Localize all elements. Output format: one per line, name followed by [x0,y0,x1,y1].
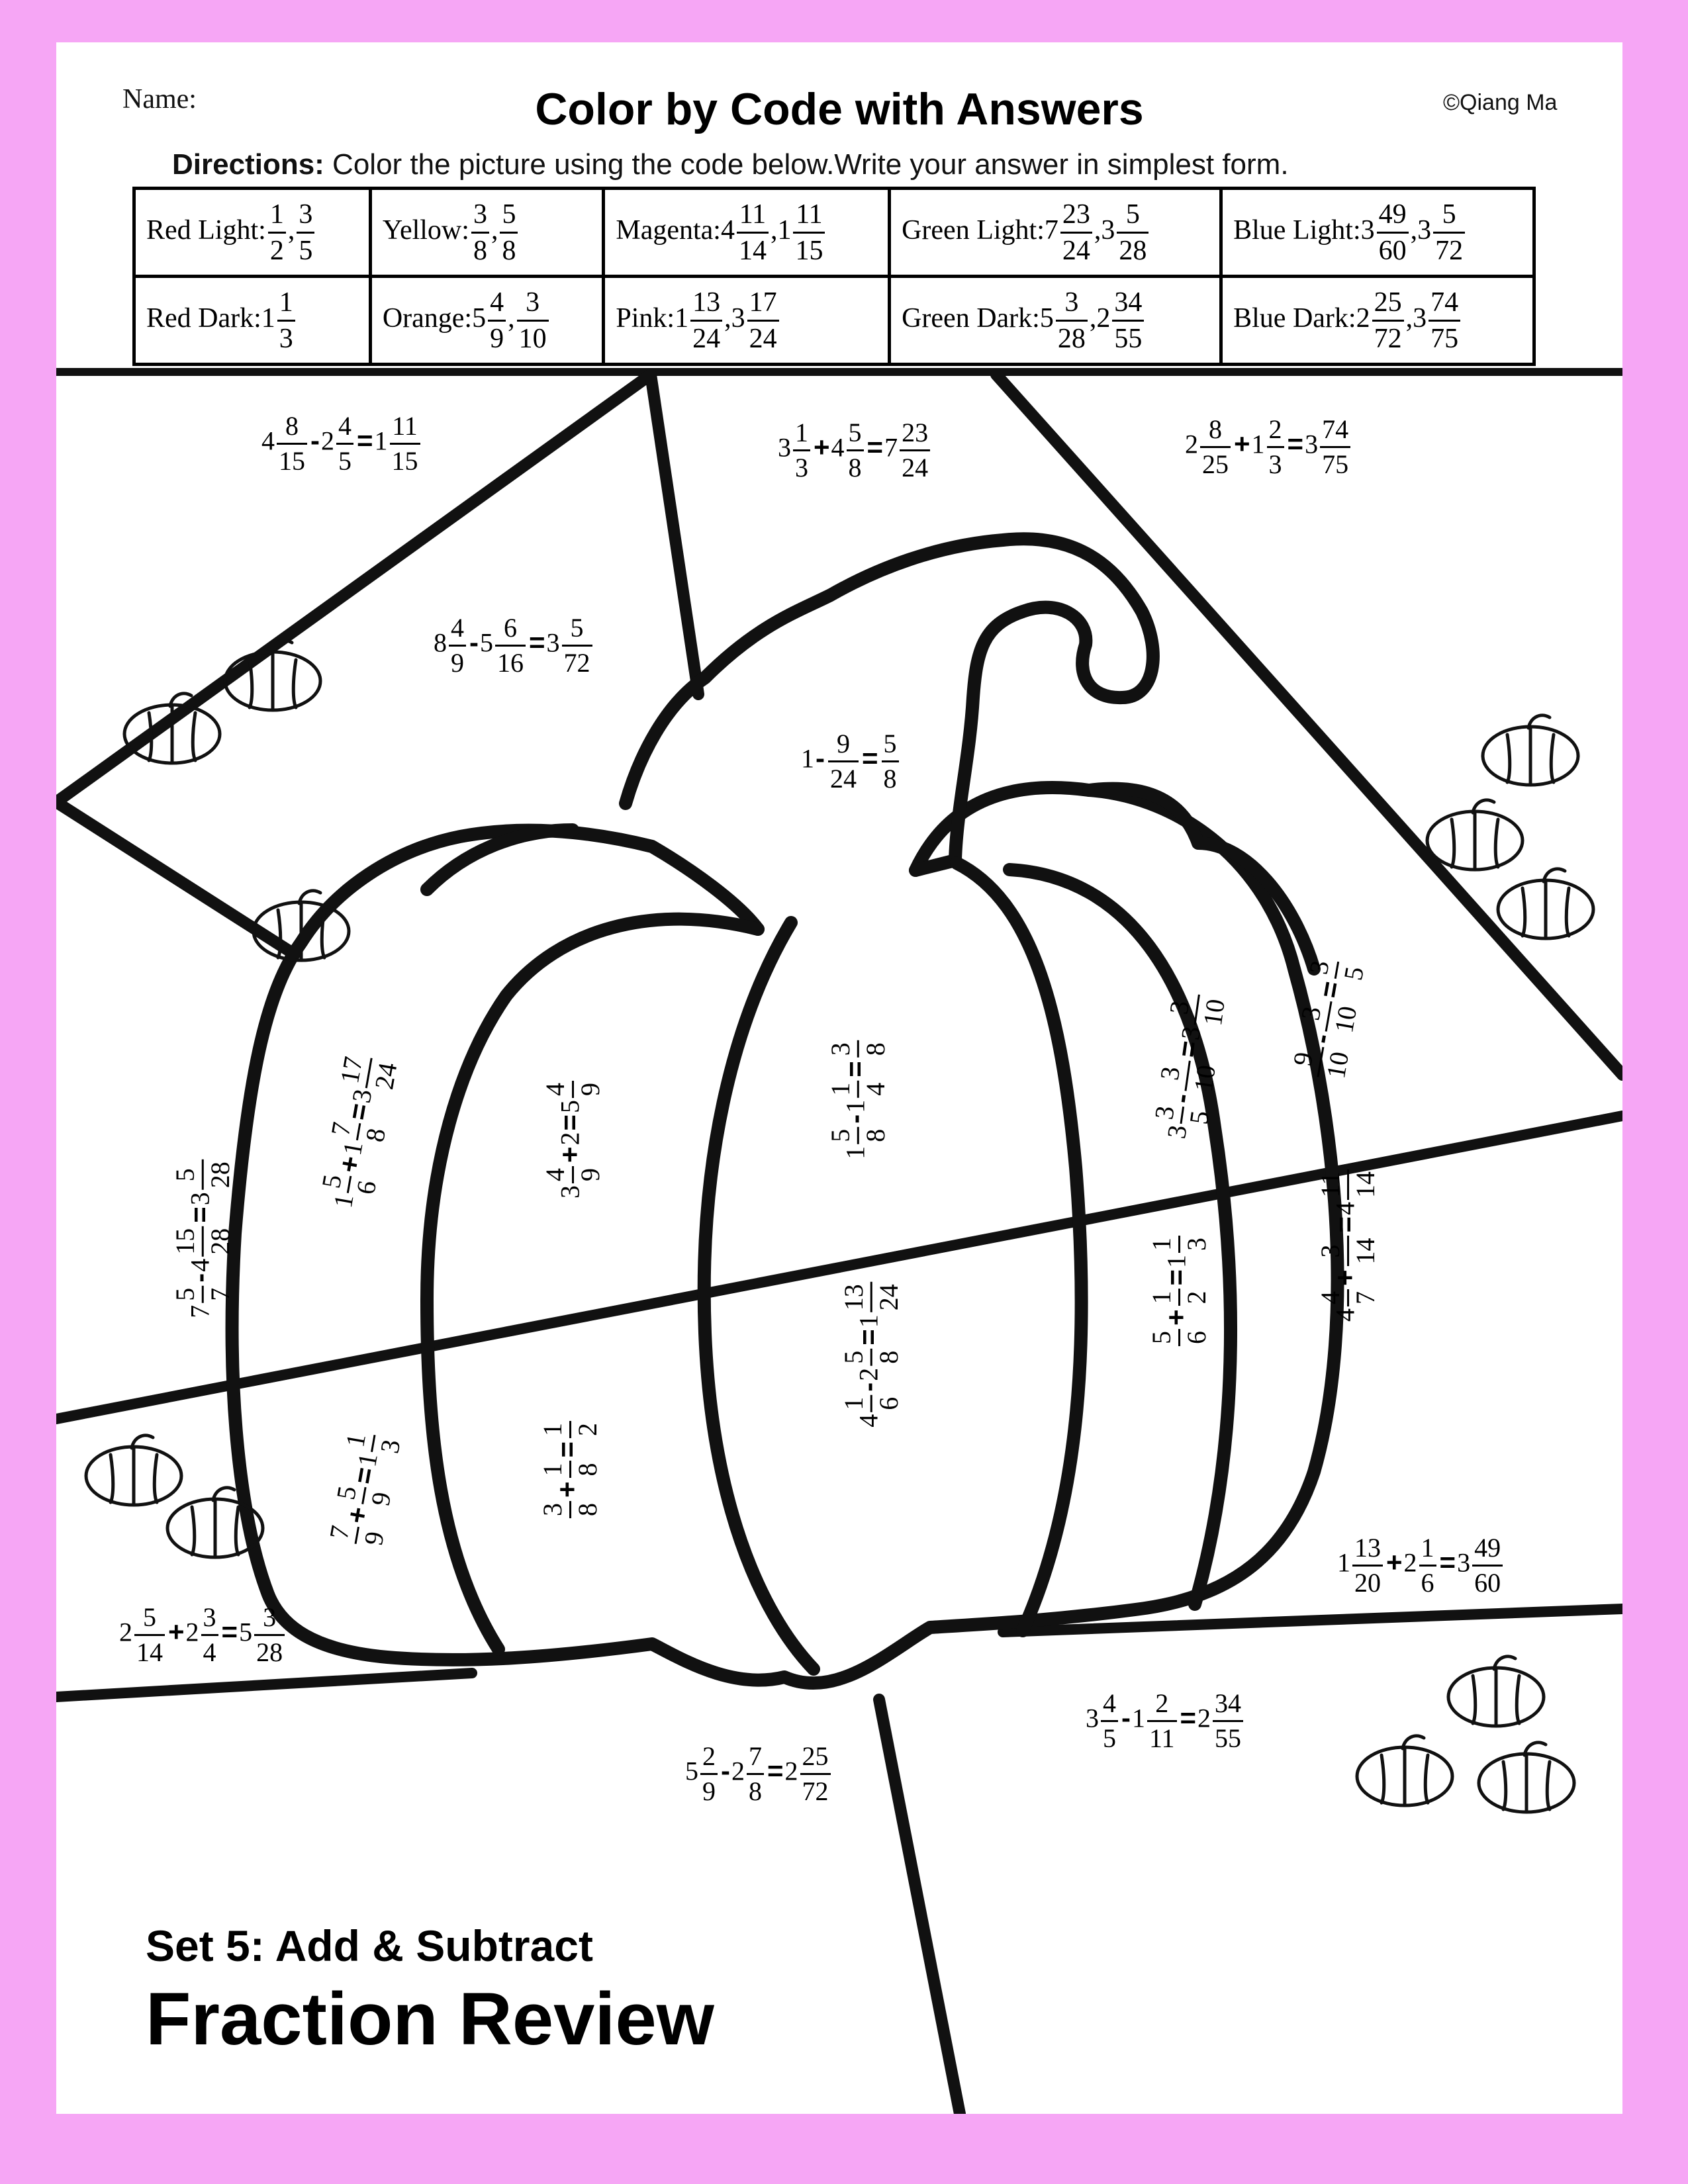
equation-symbol: = [347,1465,381,1486]
problem-19 [1086,1690,1245,1752]
pumpkin-rib-3 [957,863,1082,1631]
equation-symbol: - [816,742,825,774]
fraction: 4 9 [542,1081,604,1098]
problem-8 [827,1038,889,1160]
problem-3 [1185,416,1352,478]
problem-20 [685,1743,833,1805]
fraction: $\frac{1}{3}$ [793,420,810,481]
pumpkin-stem [626,539,1153,870]
code-red-dark: Red Dark:1 $\frac{1}{3}$ [134,277,371,365]
code-label: Yellow: [382,214,469,246]
equation-symbol: = [862,742,878,774]
fraction: 3 10 [1295,996,1362,1036]
equation-symbol: = [852,1329,884,1345]
problem-16 [539,1419,601,1520]
whole-number: 2 [185,1617,199,1647]
whole-number: 4 [853,1414,884,1428]
problem-1 [261,413,422,475]
problem-4 [434,615,594,676]
fraction: $\frac{74}{75}$ [1320,416,1350,478]
fraction: 4 7 [1317,1289,1379,1306]
fraction: 7 9 [325,1522,389,1549]
worksheet-title: Color by Code with Answers [535,84,1144,134]
fraction: 13 24 [841,1282,902,1312]
equation-symbol: + [1386,1546,1403,1578]
equation-symbol: = [529,626,545,658]
problem-18 [119,1604,287,1666]
code-label: Green Light: [902,214,1045,246]
fraction: $\frac{4}{9}$ [449,615,466,676]
fraction: 3 8 [827,1040,889,1058]
equation-symbol: + [1329,1269,1360,1287]
equation-symbol: - [1164,1091,1197,1105]
set-label: Set 5: Add & Subtract [146,1921,593,1970]
whole-number: 3 [1161,1123,1193,1141]
whole-number: 5 [685,1756,698,1786]
fraction: 1 3 [342,1430,405,1457]
whole-number: 1 [352,1451,383,1469]
equation-symbol: + [168,1615,185,1647]
review-label: Fraction Review [146,1978,714,2060]
code-green-light: Green Light:7 $\frac{23}{24}$ ,3 $\frac{5}{28}$ [890,189,1221,277]
whole-number: 4 [1330,1308,1360,1322]
code-blue-light: Blue Light:3 $\frac{49}{60}$ ,3 $\frac{5}{72}$ [1221,189,1534,277]
code-red-light: Red Light: $\frac{1}{2}$ , $\frac{3}{5}$ [134,189,371,277]
whole-number: 2 [784,1756,798,1786]
fraction: $\frac{8}{25}$ [1200,416,1231,478]
fraction: $\frac{3}{5}$ [297,201,314,265]
fraction: $\frac{1}{3}$ [277,289,295,353]
fraction: $\frac{3}{28}$ [254,1604,285,1666]
fraction: $\frac{23}{24}$ [900,420,930,481]
fraction: $\frac{3}{28}$ [1056,289,1088,353]
problem-11 [169,1158,235,1318]
whole-number: 1 [374,426,388,456]
code-pink: Pink:1 $\frac{13}{24}$ ,3 $\frac{17}{24}$ [604,277,890,365]
equation-symbol: = [357,424,373,456]
code-blue-dark: Blue Dark:2 $\frac{25}{72}$ ,3 $\frac{74}{75}$ [1221,277,1534,365]
fraction: 5 8 [841,1349,902,1366]
code-label: Red Light: [146,214,266,246]
fraction: $\frac{25}{72}$ [800,1743,831,1805]
whole-number: 3 [1086,1703,1099,1733]
directions [172,148,1289,181]
divider-bottom [879,1700,960,2114]
code-yellow: Yellow: $\frac{3}{8}$ , $\frac{5}{8}$ [370,189,604,277]
divider-middle-band [56,1116,1622,1419]
divider-left-low-diagonal [56,802,295,954]
fraction: $\frac{5}{8}$ [500,201,518,265]
whole-number: 3 [346,1087,378,1105]
equation-symbol: + [1234,428,1250,459]
fraction: $\frac{13}{20}$ [1352,1535,1383,1596]
equation-symbol: + [814,431,830,463]
code-green-dark: Green Dark:5 $\frac{3}{28}$ ,2 $\frac{34}{55}$ [890,277,1221,365]
equation-symbol: = [183,1206,215,1223]
code-orange: Orange:5 $\frac{4}{9}$ , $\frac{3}{10}$ [370,277,604,365]
fraction: 5 6 [317,1171,381,1199]
equation-symbol: - [310,424,320,456]
problem-14 [1317,1167,1379,1322]
fraction: 1 2 [1149,1289,1210,1306]
whole-number: 1 [327,1191,359,1210]
fraction: $\frac{4}{5}$ [1101,1690,1118,1752]
whole-number: 3 [1305,429,1319,459]
fraction: 3 5 [1305,957,1368,985]
directions-text: Color the picture using the code below.Write your answer in simplest form. [324,148,1289,181]
whole-number: 7 [185,1304,215,1318]
fraction: $\frac{5}{8}$ [882,731,899,792]
whole-number: 4 [1330,1201,1360,1215]
code-label: Green Dark: [902,302,1040,334]
equation-symbol: = [767,1754,784,1786]
equation-symbol: + [551,1481,583,1498]
fraction: 1 8 [539,1461,601,1479]
whole-number: 5 [480,627,493,658]
fraction: 5 9 [332,1482,396,1510]
fraction: $\frac{5}{14}$ [134,1604,165,1666]
code-label: Red Dark: [146,302,261,334]
fraction: $\frac{2}{9}$ [700,1743,718,1805]
equation-symbol: - [469,626,479,658]
fraction: 5 6 [1149,1329,1210,1346]
fraction: $\frac{4}{9}$ [488,289,506,353]
equation-symbol: = [1313,979,1347,1001]
whole-number: 3 [1457,1547,1471,1578]
fraction: $\frac{5}{72}$ [562,615,592,676]
whole-number: 2 [1197,1703,1211,1733]
code-label: Pink: [616,302,675,334]
equation-symbol: = [1171,1038,1205,1060]
fraction: $\frac{25}{72}$ [1372,289,1404,353]
whole-number: 1 [840,1099,870,1113]
equation-symbol: - [183,1273,215,1283]
problem-13 [1149,1234,1210,1348]
whole-number: 7 [884,432,898,463]
equation-symbol: = [1180,1702,1197,1733]
equation-symbol: - [1305,1031,1338,1046]
whole-number: 5 [239,1617,253,1647]
fraction: $\frac{9}{24}$ [828,731,859,792]
whole-number: 2 [1185,429,1198,459]
whole-number: 2 [1403,1547,1417,1578]
fraction: 7 8 [326,1118,390,1146]
code-label: Magenta: [616,214,721,246]
problem-17 [1337,1535,1505,1596]
fraction: $\frac{13}{24}$ [690,289,722,353]
equation-symbol: = [221,1615,238,1647]
fraction: $\frac{5}{72}$ [1433,201,1465,265]
whole-number: 1 [336,1139,369,1158]
fraction: $\frac{2}{3}$ [1267,416,1284,478]
fraction: $\frac{34}{55}$ [1112,289,1144,353]
problem-2 [778,420,932,481]
whole-number: 3 [778,432,791,463]
worksheet-page [56,42,1622,2114]
fraction: $\frac{34}{55}$ [1213,1690,1243,1752]
equation-symbol: - [721,1754,730,1786]
whole-number: 1 [853,1314,884,1328]
fraction: $\frac{8}{15}$ [277,413,307,475]
fraction: $\frac{23}{24}$ [1060,201,1092,265]
fraction: 3 8 [539,1501,601,1518]
whole-number: 3 [185,1192,215,1206]
equation-symbol: = [867,431,884,463]
fraction: 15 28 [172,1226,234,1257]
fraction: $\frac{6}{16}$ [495,615,526,676]
whole-number: 5 [555,1099,585,1113]
fraction: $\frac{1}{6}$ [1419,1535,1436,1596]
whole-number: 3 [546,627,560,658]
equation-symbol: = [1287,428,1304,459]
fraction: 5 7 [172,1286,234,1303]
fraction: 3 14 [1317,1236,1379,1267]
whole-number: 4 [831,432,845,463]
code-label: Blue Light: [1233,214,1361,246]
code-magenta: Magenta:4 $\frac{11}{14}$ ,1 $\frac{11}{15}$ [604,189,890,277]
fraction: $\frac{49}{60}$ [1377,201,1409,265]
problem-7 [542,1079,604,1199]
code-label: Orange: [382,302,473,334]
whole-number: 8 [434,627,447,658]
fraction: 3 10 [1164,991,1229,1029]
fraction: $\frac{3}{8}$ [471,201,489,265]
color-code-table [132,187,1536,366]
equation-symbol: = [839,1061,870,1077]
whole-number: 2 [321,426,334,456]
equation-symbol: = [342,1101,375,1122]
whole-number: 4 [185,1258,215,1272]
fraction: $\frac{7}{8}$ [747,1743,764,1805]
name-label: Name: [122,84,197,114]
whole-number: 2 [731,1756,745,1786]
whole-number: 1 [840,1146,870,1160]
fraction: $\frac{11}{15}$ [390,413,420,475]
whole-number: 2 [853,1367,884,1381]
problem-5 [801,731,901,792]
equation-symbol: - [839,1114,870,1124]
color-code-row-2 [134,277,1534,365]
problem-12 [838,1280,904,1428]
fraction: $\frac{5}{8}$ [847,420,864,481]
fraction: $\frac{4}{5}$ [336,413,353,475]
pumpkin-rib-2 [704,923,814,1669]
code-label: Blue Dark: [1233,302,1356,334]
fraction: 1 6 [841,1395,902,1412]
fraction: 11 14 [1317,1169,1379,1200]
fraction: $\frac{5}{28}$ [1117,201,1149,265]
fraction: 5 28 [172,1160,234,1190]
divider-lower-left [56,1673,472,1697]
whole-number: 1 [1161,1254,1192,1268]
whole-number: 1 [1132,1703,1145,1733]
fraction: $\frac{49}{60}$ [1472,1535,1503,1596]
equation-symbol: 1 [801,743,814,774]
fraction: 17 24 [336,1053,402,1093]
fraction: $\frac{11}{14}$ [737,201,769,265]
whole-number: 1 [1337,1547,1350,1578]
fraction: 1 2 [539,1421,601,1438]
equation-symbol: + [340,1504,374,1526]
equation-symbol: + [332,1153,366,1175]
whole-number: 4 [261,426,275,456]
divider-top-center [651,375,698,694]
equation-symbol: = [1329,1216,1360,1233]
fraction: 3 10 [1155,1056,1220,1095]
equation-symbol: = [551,1441,583,1458]
equation-symbol: 2 [555,1132,585,1146]
equation-symbol: = [1160,1269,1192,1286]
equation-symbol: = [1439,1546,1456,1578]
whole-number: 1 [1251,429,1265,459]
fraction: 9 10 [1288,1042,1354,1082]
fraction: 1 4 [827,1081,889,1098]
fraction: $\frac{3}{4}$ [201,1604,218,1666]
equation-symbol: - [852,1382,884,1392]
fraction: $\frac{2}{11}$ [1147,1690,1177,1752]
equation-symbol: + [1160,1309,1192,1326]
fraction: $\frac{11}{15}$ [793,201,825,265]
fraction: $\frac{3}{10}$ [517,289,549,353]
author-credit: ©Qiang Ma [1443,90,1558,115]
equation-symbol: + [553,1146,585,1163]
fraction: $\frac{17}{24}$ [747,289,779,353]
whole-number: 3 [1175,1024,1207,1042]
fraction: 4 9 [542,1166,604,1183]
fraction: 1 3 [1149,1236,1210,1253]
fraction: 5 8 [827,1127,889,1144]
fraction: 3 5 [1150,1103,1214,1128]
equation-symbol: - [1121,1702,1131,1733]
equation-symbol: = [553,1114,585,1131]
fraction: $\frac{74}{75}$ [1429,289,1460,353]
directions-label: Directions: [172,148,324,181]
fraction: $\frac{1}{2}$ [268,201,286,265]
color-code-row-1 [134,189,1534,277]
whole-number: 2 [119,1617,132,1647]
whole-number: 3 [555,1185,585,1199]
